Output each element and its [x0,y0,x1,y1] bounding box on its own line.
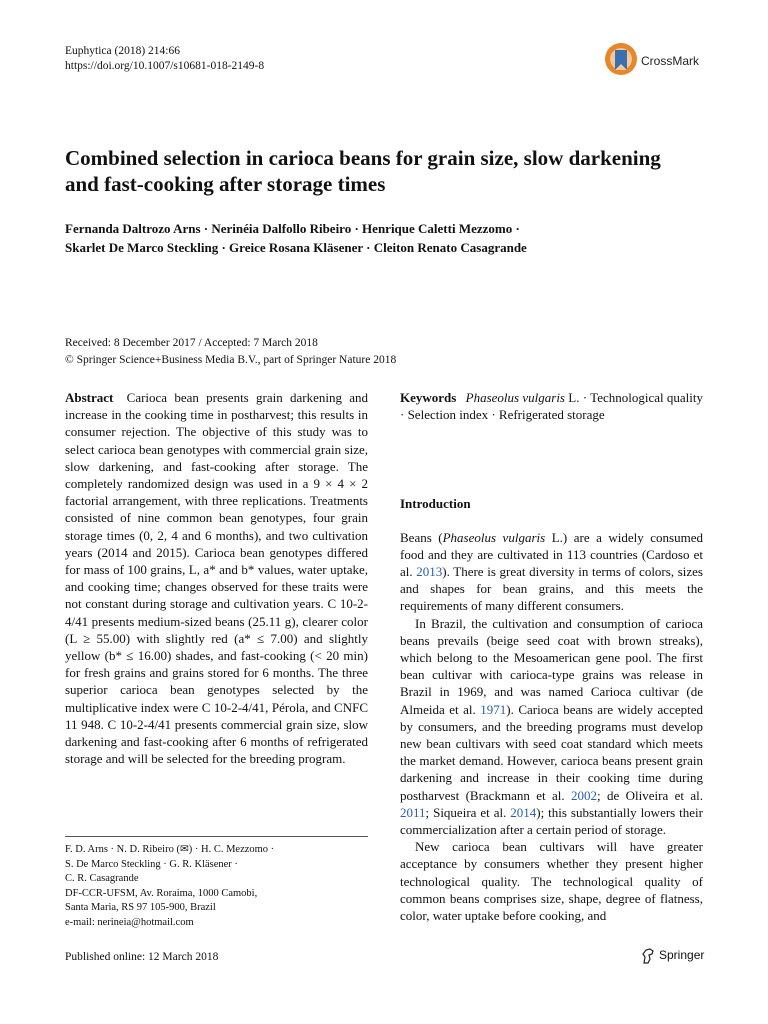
text-run: In Brazil, the cultivation and consumption of carioca beans prevails (beige seed coat with brown streaks), which belong to the Mesoamerican gene pool. The first bean cultivar with carioca-type grains was release in Brazil in 1969, and was named Carioca cultivar (de Almeida et al. [400,615,703,717]
springer-logo [641,948,704,964]
citation-link[interactable]: 2013 [416,564,443,580]
right-column [400,389,703,924]
author-affiliation [65,843,368,931]
citation-link[interactable]: 2014 [510,804,537,820]
text-run: ). There is great diversity in terms of colors, sizes and shapes for bean grains, and this meets the requirements of many different consumers. [400,564,703,614]
crossmark-badge[interactable] [604,41,708,81]
footnote-line: C. R. Casagrande [65,873,139,885]
paper-title: Combined selection in carioca beans for grain size, slow darkening and fast-cooking after storage times [65,146,661,196]
text-run: ; de Oliveira et al. [596,787,703,803]
received-accepted: Received: 8 December 2017 / Accepted: 7 March 2018 [65,337,318,349]
intro-paragraph-3: New carioca bean cultivars will have greater acceptance by consumers whether they present higher technological quality. The technological quality of common beans comprises size, shape, degree of flatness, color, water uptake before cooking, and [400,839,703,924]
abstract [65,389,368,767]
text-run: ). Carioca beans are widely accepted by consumers, and the breeding programs must develop new bean cultivars with seed coat standard which meets the market demand. However, carioca beans present grain darkening and increase in their cooking time during postharvest (Brackmann et al. [400,701,703,803]
abstract-text: Carioca bean presents grain darkening and increase in the cooking time in postharvest; this results in consumer rejection. The objective of this study was to select carioca bean genotypes with commercial grain size, slow darkening, and fast-cooking after storage. The completely randomized design was used in a 9 × 4 × 2 factorial arrangement, with three replications. Treatments consisted of nine common bean genotypes, four grain storage times (0, 2, 4 and 6 months), and two cultivation years (2014 and 2015). Carioca bean genotypes differed for mass of 100 grains, L, a* and b* values, water uptake, and cooking time; changes observed for these traits were not constant during storage and cultivation years. C 10-2-4/41 presents medium-sized beans (25.11 g), clearer color (L ≥ 55.00) with slightly red (a* ≤ 7.00) and slightly yellow (b* ≤ 16.00) shades, and fast-cooking (< 20 min) for fresh grains and grains stored for 6 months. The three superior carioca bean genotypes selected by the multiplicative index were C 10-2-4/41, Pérola, and CNFC 11 948. C 10-2-4/41 presents commercial grain size, slow darkening and fast-cooking after 6 months of refrigerated storage and will be selected for the breeding program. [65,390,368,767]
author-list [65,219,705,257]
citation-link[interactable]: 2002 [570,787,597,803]
journal-citation: Euphytica (2018) 214:66 [65,45,180,57]
springer-label: Springer [659,948,705,963]
text-run: Beans ( [400,529,443,545]
text-run: L.) are a widely consumed food and they are cultivated in 113 countries (Cardoso et al. [400,529,703,580]
doi-link[interactable]: https://doi.org/10.1007/s10681-018-2149-8 [65,60,265,72]
journal-header [65,44,264,74]
email-address[interactable]: e-mail: nerineia@hotmail.com [65,916,194,928]
intro-paragraph-1 [400,529,703,615]
keyword-species: Phaseolus vulgaris [465,390,565,405]
citation-link[interactable]: 1971 [480,701,507,717]
authors-line-1: Fernanda Daltrozo Arns · Nerinéia Dalfollo Ribeiro · Henrique Caletti Mezzomo · [65,221,520,236]
keywords-label: Keywords [400,390,457,405]
footnote-line: DF-CCR-UFSM, Av. Roraima, 1000 Camobi, [65,887,258,899]
crossmark-label: CrossMark [641,54,700,68]
intro-paragraph-2 [400,615,703,839]
left-column [65,389,368,767]
text-run: ; Siqueira et al. [425,804,511,820]
keywords [400,389,703,423]
authors-line-2: Skarlet De Marco Steckling · Greice Rosana Kläsener · Cleiton Renato Casagrande [65,240,527,255]
abstract-label: Abstract [65,390,114,405]
footnote-line: F. D. Arns · N. D. Ribeiro (✉) · H. C. Mezzomo · [65,844,275,855]
footnote-line: Santa Maria, RS 97 105-900, Brazil [65,902,216,914]
keywords-rest: L. · Technological quality · Selection index · Refrigerated storage [400,390,704,423]
text-run: ); this substantially lowers their commercialization after a certain period of storage. [400,804,703,838]
footnote-line: S. De Marco Steckling · G. R. Kläsener · [65,858,238,870]
citation-link[interactable]: 2011 [400,804,426,820]
article-history [65,335,396,369]
footnote-divider [65,836,368,837]
species-name: Phaseolus vulgaris [442,529,546,545]
published-online: Published online: 12 March 2018 [65,951,219,963]
copyright-line: © Springer Science+Business Media B.V., part of Springer Nature 2018 [65,354,397,366]
springer-horse-icon [641,948,655,964]
section-heading-introduction: Introduction [400,496,471,512]
crossmark-icon [604,41,638,81]
